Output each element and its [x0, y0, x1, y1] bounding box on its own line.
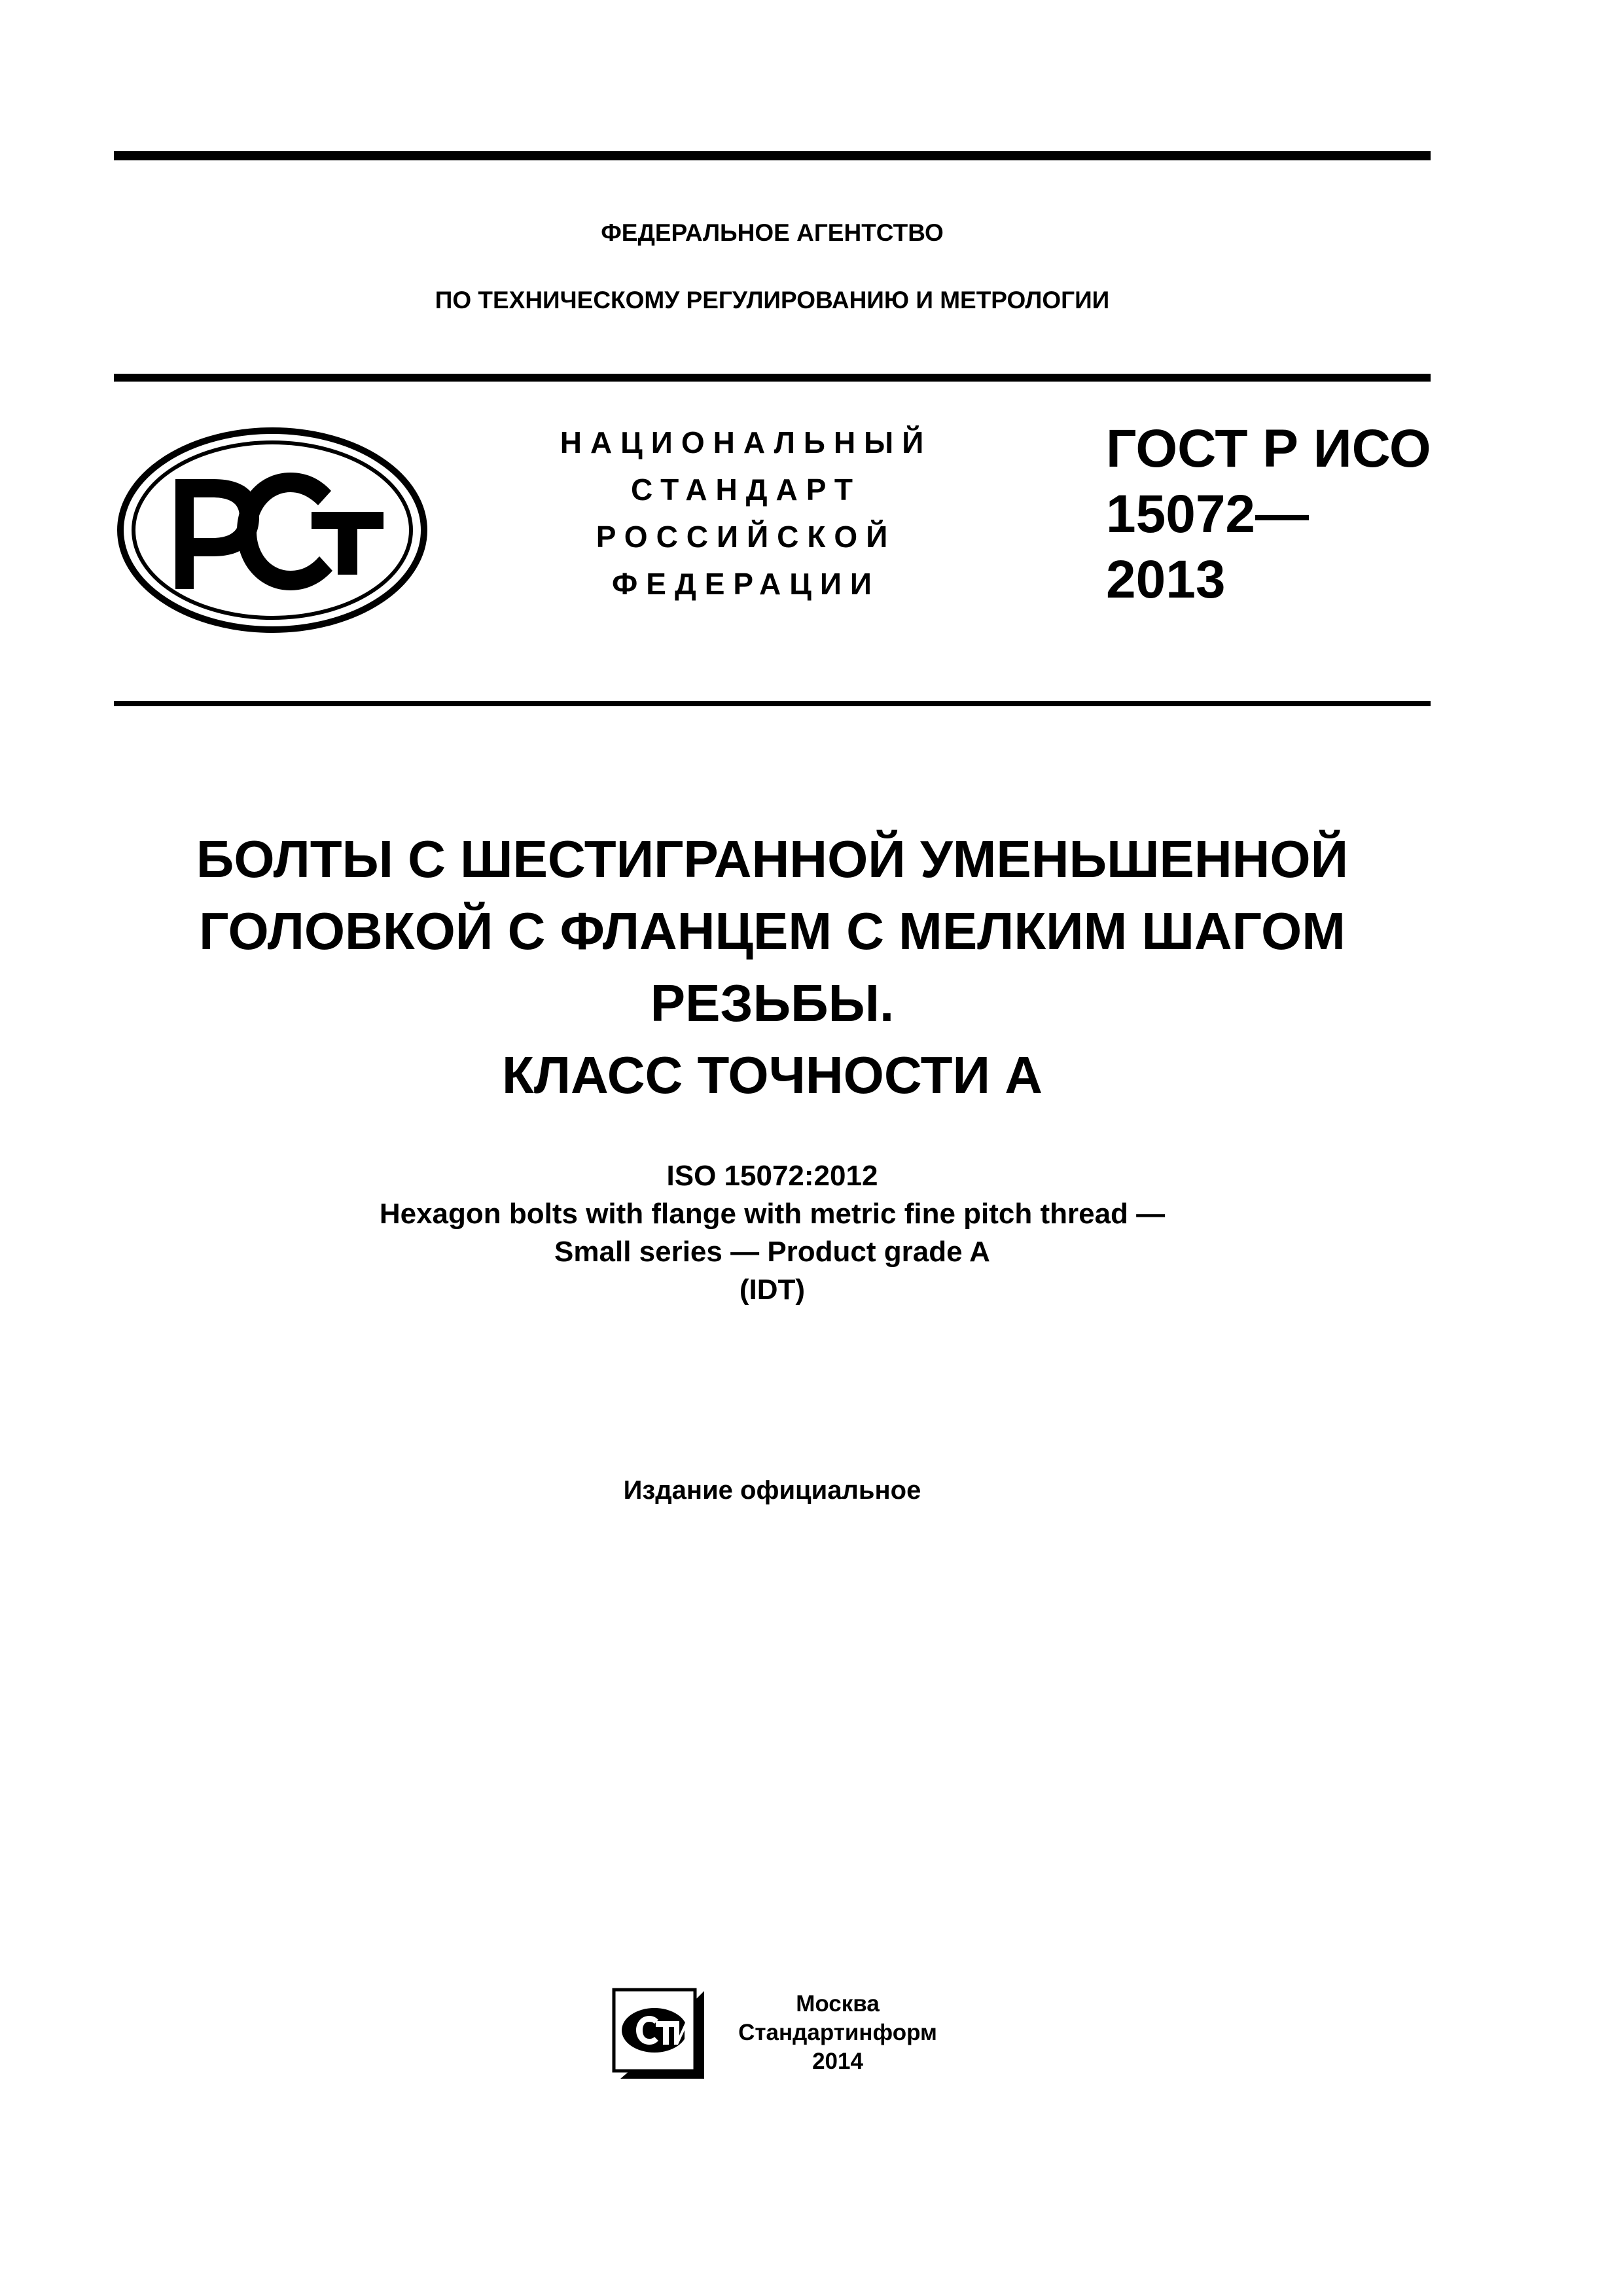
agency-line-2: ПО ТЕХНИЧЕСКОМУ РЕГУЛИРОВАНИЮ И МЕТРОЛОГИИ [435, 287, 1110, 314]
national-standard-line-2: СТАНДАРТ [631, 473, 861, 507]
header-rule-bottom [114, 701, 1431, 706]
designation-line-3: 2013 [1106, 550, 1226, 609]
title-line-1: БОЛТЫ С ШЕСТИГРАННОЙ УМЕНЬШЕННОЙ [196, 830, 1349, 888]
agency-line-1: ФЕДЕРАЛЬНОЕ АГЕНТСТВО [601, 219, 944, 246]
designation-line-2: 15072— [1106, 484, 1310, 544]
publisher-city: Москва [796, 1991, 880, 2017]
header-rule-top [114, 374, 1431, 382]
national-standard-line-4: ФЕДЕРАЦИИ [612, 567, 880, 601]
title-line-4: КЛАСС ТОЧНОСТИ А [502, 1046, 1043, 1104]
iso-line-4: (IDT) [739, 1274, 806, 1306]
title-line-3: РЕЗЬБЫ. [650, 974, 895, 1032]
document-title [0, 823, 1544, 1111]
iso-reference [0, 1157, 1544, 1309]
national-standard-line-1: НАЦИОНАЛЬНЫЙ [560, 425, 933, 459]
top-rule [114, 151, 1431, 160]
rst-logo-icon [115, 425, 429, 635]
designation-line-1: ГОСТ Р ИСО [1106, 419, 1431, 478]
standard-designation [1106, 416, 1564, 613]
iso-line-3: Small series — Product grade A [554, 1236, 990, 1268]
standartinform-logo-icon [611, 1987, 707, 2083]
iso-line-2: Hexagon bolts with flange with metric fine pitch thread — [379, 1198, 1166, 1230]
publisher-year: 2014 [812, 2049, 863, 2074]
publisher-info [713, 1990, 962, 2076]
iso-line-1: ISO 15072:2012 [666, 1160, 878, 1192]
edition-label: Издание официальное [623, 1476, 921, 1505]
national-standard-line-3: РОССИЙСКОЙ [596, 520, 897, 554]
title-line-2: ГОЛОВКОЙ С ФЛАНЦЕМ С МЕЛКИМ ШАГОМ [199, 902, 1346, 960]
publisher-name: Стандартинформ [738, 2020, 937, 2045]
national-standard-label [517, 419, 975, 607]
